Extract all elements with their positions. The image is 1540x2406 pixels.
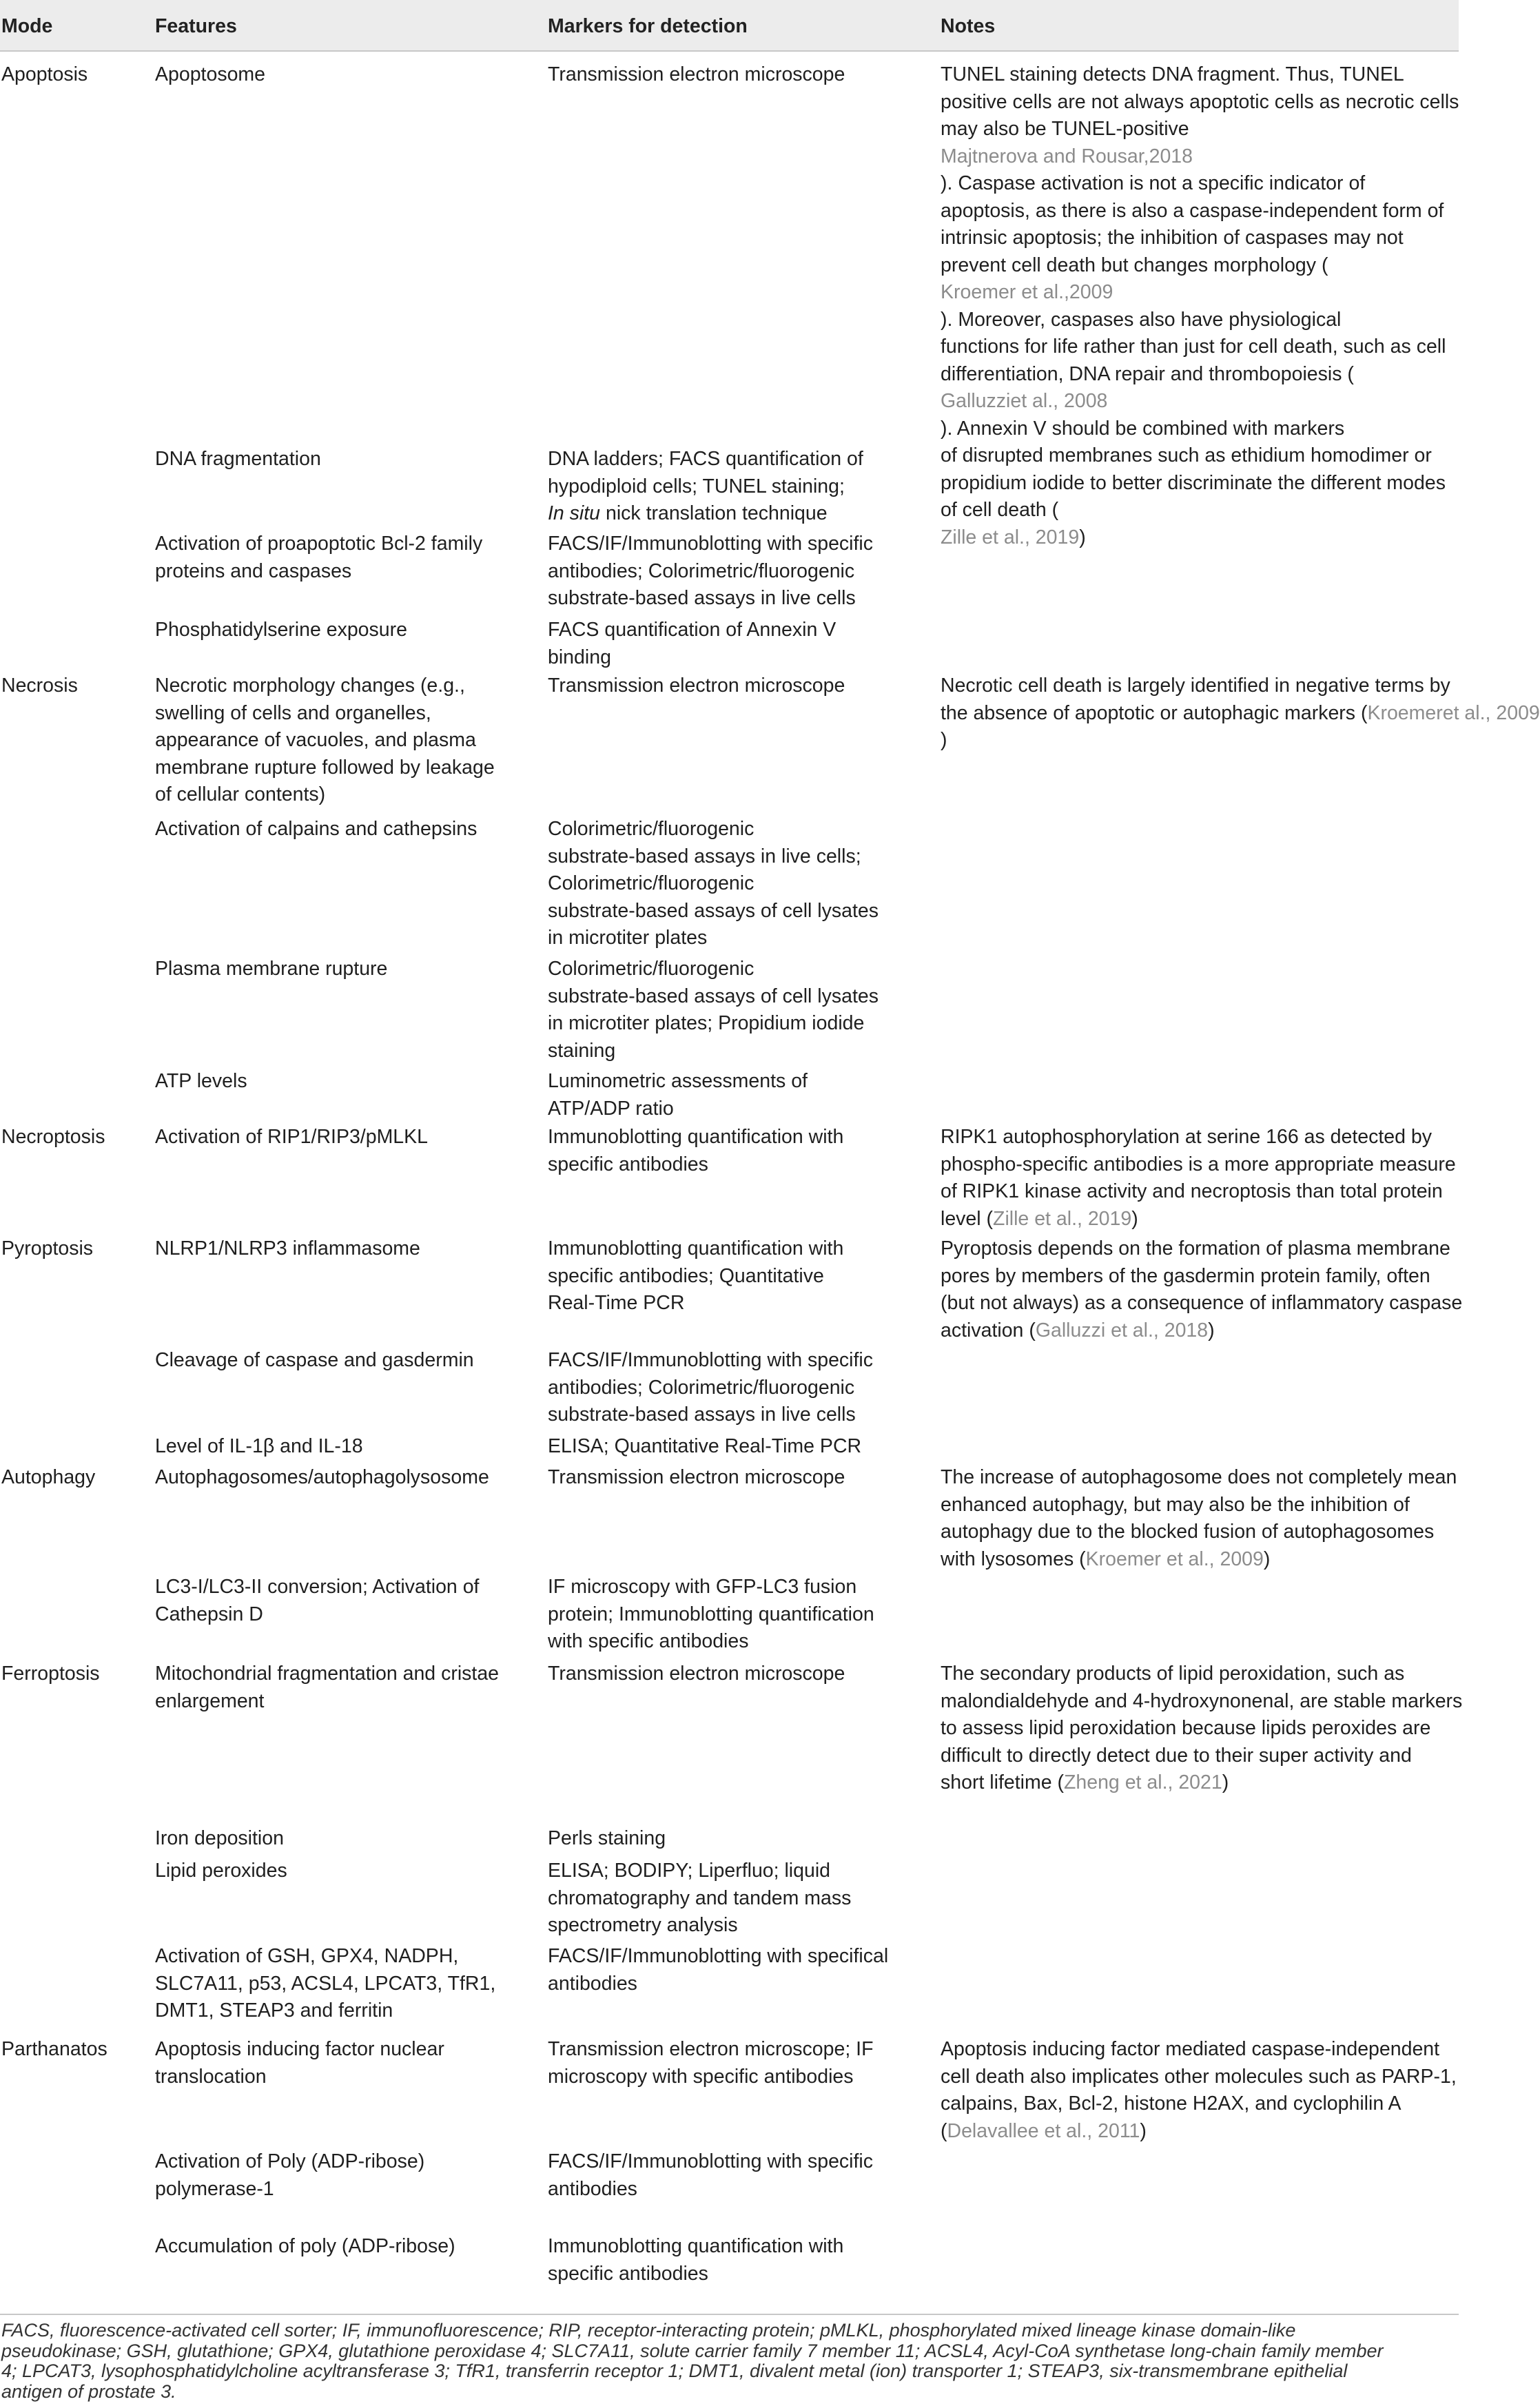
note-line — [941, 170, 1459, 198]
cell-line: Activation of GSH, GPX4, NADPH, — [155, 1945, 459, 1967]
note-text: propidium iodide to better discriminate the different modes — [941, 471, 1446, 494]
citation-link[interactable]: Zheng et al., 2021 — [1063, 1771, 1222, 1793]
cell-line: specific antibodies — [548, 2262, 708, 2285]
cell-line: Apoptosis inducing factor nuclear — [155, 2038, 444, 2060]
note-line — [941, 1492, 1457, 1519]
mode-parthanatos: Parthanatos — [1, 2038, 107, 2060]
note-line — [941, 2118, 1457, 2146]
note-text: Apoptosis inducing factor mediated caspase-independent — [941, 2038, 1440, 2060]
note-text: differentiation, DNA repair and thrombopoiesis ( — [941, 362, 1354, 385]
note-line — [941, 61, 1459, 89]
cell-line: antibodies; Colorimetric/fluorogenic — [548, 559, 855, 582]
cell-line: Immunoblotting quantification with — [548, 2235, 844, 2257]
cell-line: Real-Time PCR — [548, 1292, 685, 1314]
marker-rip1-rip3 — [548, 1124, 843, 1178]
notes-pyroptosis — [941, 1235, 1462, 1344]
mode-autophagy: Autophagy — [1, 1466, 96, 1488]
feature-gasdermin — [155, 1347, 474, 1375]
note-text: level ( — [941, 1207, 994, 1230]
citation-link[interactable]: Kroemer et al., — [941, 281, 1069, 303]
feature-autophagosomes — [155, 1464, 489, 1492]
note-line — [941, 225, 1459, 252]
citation-link[interactable]: Majtnerova and Rousar, — [941, 145, 1149, 167]
mode-pyroptosis: Pyroptosis — [1, 1237, 94, 1259]
cell-line: in microtiter plates; Propidium iodide — [548, 1012, 865, 1034]
cell-line: Transmission electron microscope — [548, 675, 845, 697]
note-line — [941, 524, 1459, 552]
cell-line: antigen of prostate 3. — [1, 2381, 176, 2402]
note-text: ) — [1131, 1207, 1138, 1230]
note-text: RIPK1 autophosphorylation at serine 166 as detected by — [941, 1126, 1432, 1148]
note-line — [941, 1688, 1462, 1716]
note-line — [941, 727, 1540, 754]
cell-line: Luminometric assessments of — [548, 1070, 808, 1092]
cell-line: chromatography and tandem mass — [548, 1886, 852, 1909]
note-text: difficult to directly detect due to their super activity and — [941, 1744, 1412, 1767]
marker-inflammasome — [548, 1235, 843, 1317]
note-line — [941, 1178, 1456, 1206]
marker-gasdermin — [548, 1347, 873, 1429]
cell-line: Activation of Poly (ADP-ribose) — [155, 2150, 425, 2172]
marker-dna-fragmentation — [548, 446, 863, 528]
note-line — [941, 442, 1459, 470]
cell-line: FACS/IF/Immunoblotting with specific — [548, 1349, 874, 1371]
cell-line: protein; Immunoblotting quantification — [548, 1603, 874, 1625]
cell-line: Iron deposition — [155, 1827, 284, 1849]
marker-calpains-cathepsins — [548, 816, 879, 952]
note-line — [941, 333, 1459, 361]
feature-mitochondrial — [155, 1660, 499, 1715]
note-line — [941, 2090, 1457, 2118]
note-line — [941, 307, 1459, 334]
header-notes: Notes — [941, 15, 996, 37]
feature-il1b-il18 — [155, 1433, 363, 1461]
note-line — [941, 1290, 1462, 1317]
cell-line: Activation of proapoptotic Bcl-2 family — [155, 533, 483, 555]
cell-line: with specific antibodies — [548, 1630, 749, 1652]
cell-line: DNA fragmentation — [155, 448, 321, 470]
cell-line: antibodies; Colorimetric/fluorogenic — [548, 1376, 855, 1399]
notes-autophagy — [941, 1464, 1457, 1573]
note-line — [941, 1715, 1462, 1742]
marker-membrane-rupture — [548, 956, 879, 1065]
cell-line: FACS/IF/Immunoblotting with specific — [548, 2150, 874, 2172]
note-line — [941, 497, 1459, 524]
cell-line: LC3-I/LC3-II conversion; Activation of — [155, 1576, 480, 1598]
cell-line: substrate-based assays in live cells — [548, 587, 856, 609]
note-text: (but not always) as a consequence of inflammatory caspase — [941, 1292, 1463, 1314]
note-line — [941, 1124, 1456, 1151]
cell-line: Immunoblotting quantification with — [548, 1237, 844, 1259]
cell-line: ATP levels — [155, 1070, 247, 1092]
feature-bcl2-caspases — [155, 531, 482, 585]
note-text: cell death also implicates other molecules such as PARP-1, — [941, 2065, 1457, 2088]
cell-line: Transmission electron microscope — [548, 1466, 845, 1488]
cell-line: in microtiter plates — [548, 927, 708, 949]
note-text: ) — [1079, 526, 1086, 548]
note-line — [941, 1769, 1462, 1797]
note-text: the absence of apoptotic or autophagic markers ( — [941, 701, 1368, 724]
note-line — [941, 2064, 1457, 2091]
note-line — [941, 1546, 1457, 1574]
note-line — [941, 279, 1459, 307]
cell-line: FACS, fluorescence-activated cell sorter; IF, immunofluorescence; RIP, receptor-interacting protein; pMLKL, phosphorylated mixed lineage kinase domain-like — [1, 2320, 1296, 2341]
feature-rip1-rip3 — [155, 1124, 428, 1151]
cell-line: membrane rupture followed by leakage — [155, 756, 495, 779]
note-text: ( — [941, 2119, 947, 2142]
feature-gsh-gpx4 — [155, 1943, 495, 2025]
note-text: ). Caspase activation is not a specific indicator of — [941, 172, 1366, 194]
cell-line: FACS/IF/Immunoblotting with specifical — [548, 1945, 889, 1967]
citation-link[interactable]: Kroemer et al., 2009 — [1085, 1548, 1264, 1570]
marker-iron-deposition — [548, 1825, 666, 1853]
cell-line: 4; LPCAT3, lysophosphatidylcholine acyltransferase 3; TfR1, transferrin receptor 1; DMT1, divalent metal (ion) transporter 1; STEAP3, six-transmembrane epithelial — [1, 2361, 1348, 2381]
citation-link[interactable]: Galluzzi — [941, 390, 1011, 412]
mode-necroptosis: Necroptosis — [1, 1126, 105, 1148]
cell-line: staining — [548, 1039, 616, 1062]
cell-line: DMT1, STEAP3 and ferritin — [155, 1999, 393, 2022]
cell-line: Perls staining — [548, 1827, 666, 1849]
note-line — [941, 1317, 1462, 1345]
cell-line: Immunoblotting quantification with — [548, 1126, 844, 1148]
cell-line: Phosphatidylserine exposure — [155, 619, 407, 641]
cell-line: Level of IL-1β and IL-18 — [155, 1435, 363, 1457]
note-line — [941, 2036, 1457, 2064]
feature-aif — [155, 2036, 444, 2090]
citation-link[interactable]: 2018 — [1149, 145, 1193, 167]
note-text: with lysosomes ( — [941, 1548, 1086, 1570]
cell-line — [548, 500, 863, 528]
cell-line: Mitochondrial fragmentation and cristae — [155, 1663, 500, 1685]
citation-link[interactable]: Galluzzi et al., 2018 — [1035, 1319, 1209, 1341]
header-markers: Markers for detection — [548, 15, 748, 37]
feature-dna-fragmentation — [155, 446, 321, 473]
cell-line: Autophagosomes/autophagolysosome — [155, 1466, 489, 1488]
note-text: of disrupted membranes such as ethidium homodimer or — [941, 444, 1432, 466]
note-text: ). Moreover, caspases also have physiological — [941, 308, 1342, 331]
note-line — [941, 1464, 1457, 1492]
note-line — [941, 252, 1459, 280]
note-line — [941, 143, 1459, 171]
cell-line: NLRP1/NLRP3 inflammasome — [155, 1237, 420, 1259]
feature-calpains-cathepsins — [155, 816, 477, 843]
citation-link[interactable]: Zille et al., 2019 — [993, 1207, 1132, 1230]
mode-apoptosis: Apoptosis — [1, 63, 88, 85]
marker-parp1 — [548, 2148, 873, 2203]
cell-line: Cleavage of caspase and gasdermin — [155, 1349, 474, 1371]
feature-parp1 — [155, 2148, 424, 2203]
marker-mitochondrial — [548, 1660, 845, 1688]
cell-line: Transmission electron microscope; IF — [548, 2038, 874, 2060]
marker-il1b-il18 — [548, 1433, 861, 1461]
cell-line: proteins and caspases — [155, 559, 352, 582]
cell-line: DNA ladders; FACS quantification of — [548, 448, 863, 470]
notes-apoptosis — [941, 61, 1459, 551]
cell-line: specific antibodies; Quantitative — [548, 1264, 824, 1287]
cell-line: hypodiploid cells; TUNEL staining; — [548, 475, 845, 497]
cell-line: microscopy with specific antibodies — [548, 2065, 854, 2088]
header-divider — [0, 50, 1459, 52]
note-line — [941, 116, 1459, 143]
citation-link[interactable]: et al., 2008 — [1010, 390, 1108, 412]
cell-line: Activation of RIP1/RIP3/pMLKL — [155, 1126, 429, 1148]
marker-par-accumulation — [548, 2233, 843, 2287]
mode-ferroptosis: Ferroptosis — [1, 1663, 100, 1685]
italic-term: In situ — [548, 502, 601, 524]
header-features: Features — [155, 15, 237, 37]
cell-line: spectrometry analysis — [548, 1914, 738, 1936]
note-text: prevent cell death but changes morphology ( — [941, 254, 1328, 276]
cell-line: polymerase-1 — [155, 2177, 274, 2200]
header-mode: Mode — [1, 15, 53, 37]
cell-line: specific antibodies — [548, 1153, 708, 1175]
marker-phosphatidylserine — [548, 617, 836, 671]
cell-line: Transmission electron microscope — [548, 1663, 845, 1685]
cell-line: SLC7A11, p53, ACSL4, LPCAT3, TfR1, — [155, 1972, 496, 1995]
marker-gsh-gpx4 — [548, 1943, 888, 1997]
cell-line: pseudokinase; GSH, glutathione; GPX4, glutathione peroxidase 4; SLC7A11, solute carrier family 7 member 11; ACSL4, Acyl-CoA synthetase long-chain family member — [1, 2340, 1384, 2361]
cell-line: of cellular contents) — [155, 783, 326, 805]
table-footnote — [1, 2321, 1455, 2402]
feature-lc3-conversion — [155, 1574, 479, 1628]
note-line — [941, 1263, 1462, 1291]
note-text: malondialdehyde and 4-hydroxynonenal, are stable markers — [941, 1689, 1463, 1712]
note-line — [941, 415, 1459, 443]
feature-phosphatidylserine — [155, 617, 407, 644]
cell-line: substrate-based assays of cell lysates — [548, 985, 879, 1007]
cell-line: antibodies — [548, 1972, 637, 1995]
note-text: activation ( — [941, 1319, 1036, 1341]
cell-line: Transmission electron microscope — [548, 63, 845, 85]
note-line — [941, 1151, 1456, 1179]
cell-line: swelling of cells and organelles, — [155, 701, 431, 724]
feature-apoptosome — [155, 61, 265, 89]
marker-bcl2-caspases — [548, 531, 873, 613]
cell-line: translocation — [155, 2065, 267, 2088]
cell-line: FACS quantification of Annexin V — [548, 619, 836, 641]
feature-atp-levels — [155, 1068, 247, 1096]
note-text: ). Annexin V should be combined with markers — [941, 417, 1345, 440]
notes-necroptosis — [941, 1124, 1456, 1233]
citation-link[interactable]: Kroemer — [1367, 701, 1443, 724]
cell-line: IF microscopy with GFP-LC3 fusion — [548, 1576, 857, 1598]
line-remainder: nick translation technique — [600, 502, 828, 524]
note-text: to assess lipid peroxidation because lipids peroxides are — [941, 1717, 1431, 1739]
feature-lipid-peroxides — [155, 1858, 287, 1885]
note-text: of RIPK1 kinase activity and necroptosis than total protein — [941, 1180, 1443, 1202]
note-text: functions for life rather than just for cell death, such as cell — [941, 336, 1446, 358]
note-line — [941, 1235, 1462, 1263]
note-text: The secondary products of lipid peroxidation, such as — [941, 1663, 1405, 1685]
table-bottom-divider — [0, 2314, 1459, 2315]
note-text: ) — [1140, 2119, 1147, 2142]
cell-line: appearance of vacuoles, and plasma — [155, 729, 476, 751]
cell-line: Colorimetric/fluorogenic — [548, 818, 754, 840]
feature-par-accumulation — [155, 2233, 455, 2261]
note-text: Necrotic cell death is largely identified in negative terms by — [941, 675, 1450, 697]
feature-iron-deposition — [155, 1825, 284, 1853]
cell-line: Necrotic morphology changes (e.g., — [155, 675, 465, 697]
marker-atp-levels — [548, 1068, 808, 1122]
cell-line: Plasma membrane rupture — [155, 958, 388, 980]
note-text: enhanced autophagy, but may also be the inhibition of — [941, 1493, 1410, 1516]
cell-line: ELISA; Quantitative Real-Time PCR — [548, 1435, 862, 1457]
marker-lipid-peroxides — [548, 1858, 851, 1940]
cell-line: Accumulation of poly (ADP-ribose) — [155, 2235, 455, 2257]
cell-line: FACS/IF/Immunoblotting with specific — [548, 533, 874, 555]
note-text: pores by members of the gasdermin protein family, often — [941, 1264, 1430, 1287]
note-text: autophagy due to the blocked fusion of autophagosomes — [941, 1521, 1435, 1543]
cell-line: Colorimetric/fluorogenic — [548, 958, 754, 980]
feature-necrotic-morphology — [155, 672, 495, 809]
note-text: ) — [1208, 1319, 1215, 1341]
notes-ferroptosis — [941, 1660, 1462, 1797]
citation-link[interactable]: 2009 — [1069, 281, 1113, 303]
notes-necrosis — [941, 672, 1540, 754]
note-text: ) — [1263, 1548, 1271, 1570]
note-line — [941, 388, 1459, 415]
cell-line: Apoptosome — [155, 63, 266, 85]
note-text: Pyroptosis depends on the formation of plasma membrane — [941, 1237, 1450, 1259]
note-line — [941, 1519, 1457, 1546]
marker-autophagosomes — [548, 1464, 845, 1492]
cell-line: Cathepsin D — [155, 1603, 263, 1625]
note-text: intrinsic apoptosis; the inhibition of caspases may not — [941, 227, 1404, 249]
notes-parthanatos — [941, 2036, 1457, 2145]
note-line — [941, 700, 1540, 728]
note-text: positive cells are not always apoptotic cells as necrotic cells — [941, 90, 1459, 113]
note-line — [941, 672, 1540, 700]
note-text: short lifetime ( — [941, 1771, 1064, 1793]
cell-line: substrate-based assays of cell lysates — [548, 899, 879, 922]
note-text: apoptosis, as there is also a caspase-independent form of — [941, 199, 1444, 222]
cell-line: Lipid peroxides — [155, 1860, 287, 1882]
cell-line: ELISA; BODIPY; Liperfluo; liquid — [548, 1860, 831, 1882]
feature-membrane-rupture — [155, 956, 387, 983]
note-line — [941, 1742, 1462, 1770]
note-line — [941, 1660, 1462, 1688]
marker-apoptosome — [548, 61, 845, 89]
note-line — [941, 1206, 1456, 1233]
note-line — [941, 89, 1459, 116]
note-text: ) — [941, 729, 947, 751]
cell-line: binding — [548, 646, 611, 668]
marker-necrotic-morphology — [548, 672, 845, 700]
note-text: phospho-specific antibodies is a more appropriate measure — [941, 1153, 1456, 1175]
note-line — [941, 470, 1459, 497]
cell-line: antibodies — [548, 2177, 637, 2200]
marker-aif — [548, 2036, 874, 2090]
note-text: of cell death ( — [941, 499, 1059, 521]
feature-inflammasome — [155, 1235, 420, 1263]
citation-link[interactable]: Delavallee et al., 2011 — [947, 2119, 1140, 2142]
cell-line: ATP/ADP ratio — [548, 1097, 674, 1120]
note-text: calpains, Bax, Bcl-2, histone H2AX, and cyclophilin A — [941, 2093, 1402, 2115]
note-text: The increase of autophagosome does not completely mean — [941, 1466, 1457, 1488]
cell-line: Colorimetric/fluorogenic — [548, 872, 754, 894]
cell-line: enlargement — [155, 1689, 265, 1712]
note-line — [941, 198, 1459, 225]
mode-necrosis: Necrosis — [1, 675, 78, 697]
citation-link[interactable]: Zille et al., 2019 — [941, 526, 1080, 548]
note-text: TUNEL staining detects DNA fragment. Thus, TUNEL — [941, 63, 1404, 85]
note-text: may also be TUNEL-positive — [941, 118, 1189, 140]
cell-line: substrate-based assays in live cells — [548, 1404, 856, 1426]
note-line — [941, 361, 1459, 389]
cell-line: substrate-based assays in live cells; — [548, 845, 861, 867]
cell-line: Activation of calpains and cathepsins — [155, 818, 478, 840]
citation-link[interactable]: et al., 2009 — [1442, 701, 1540, 724]
note-text: ) — [1222, 1771, 1229, 1793]
marker-lc3-conversion — [548, 1574, 874, 1656]
